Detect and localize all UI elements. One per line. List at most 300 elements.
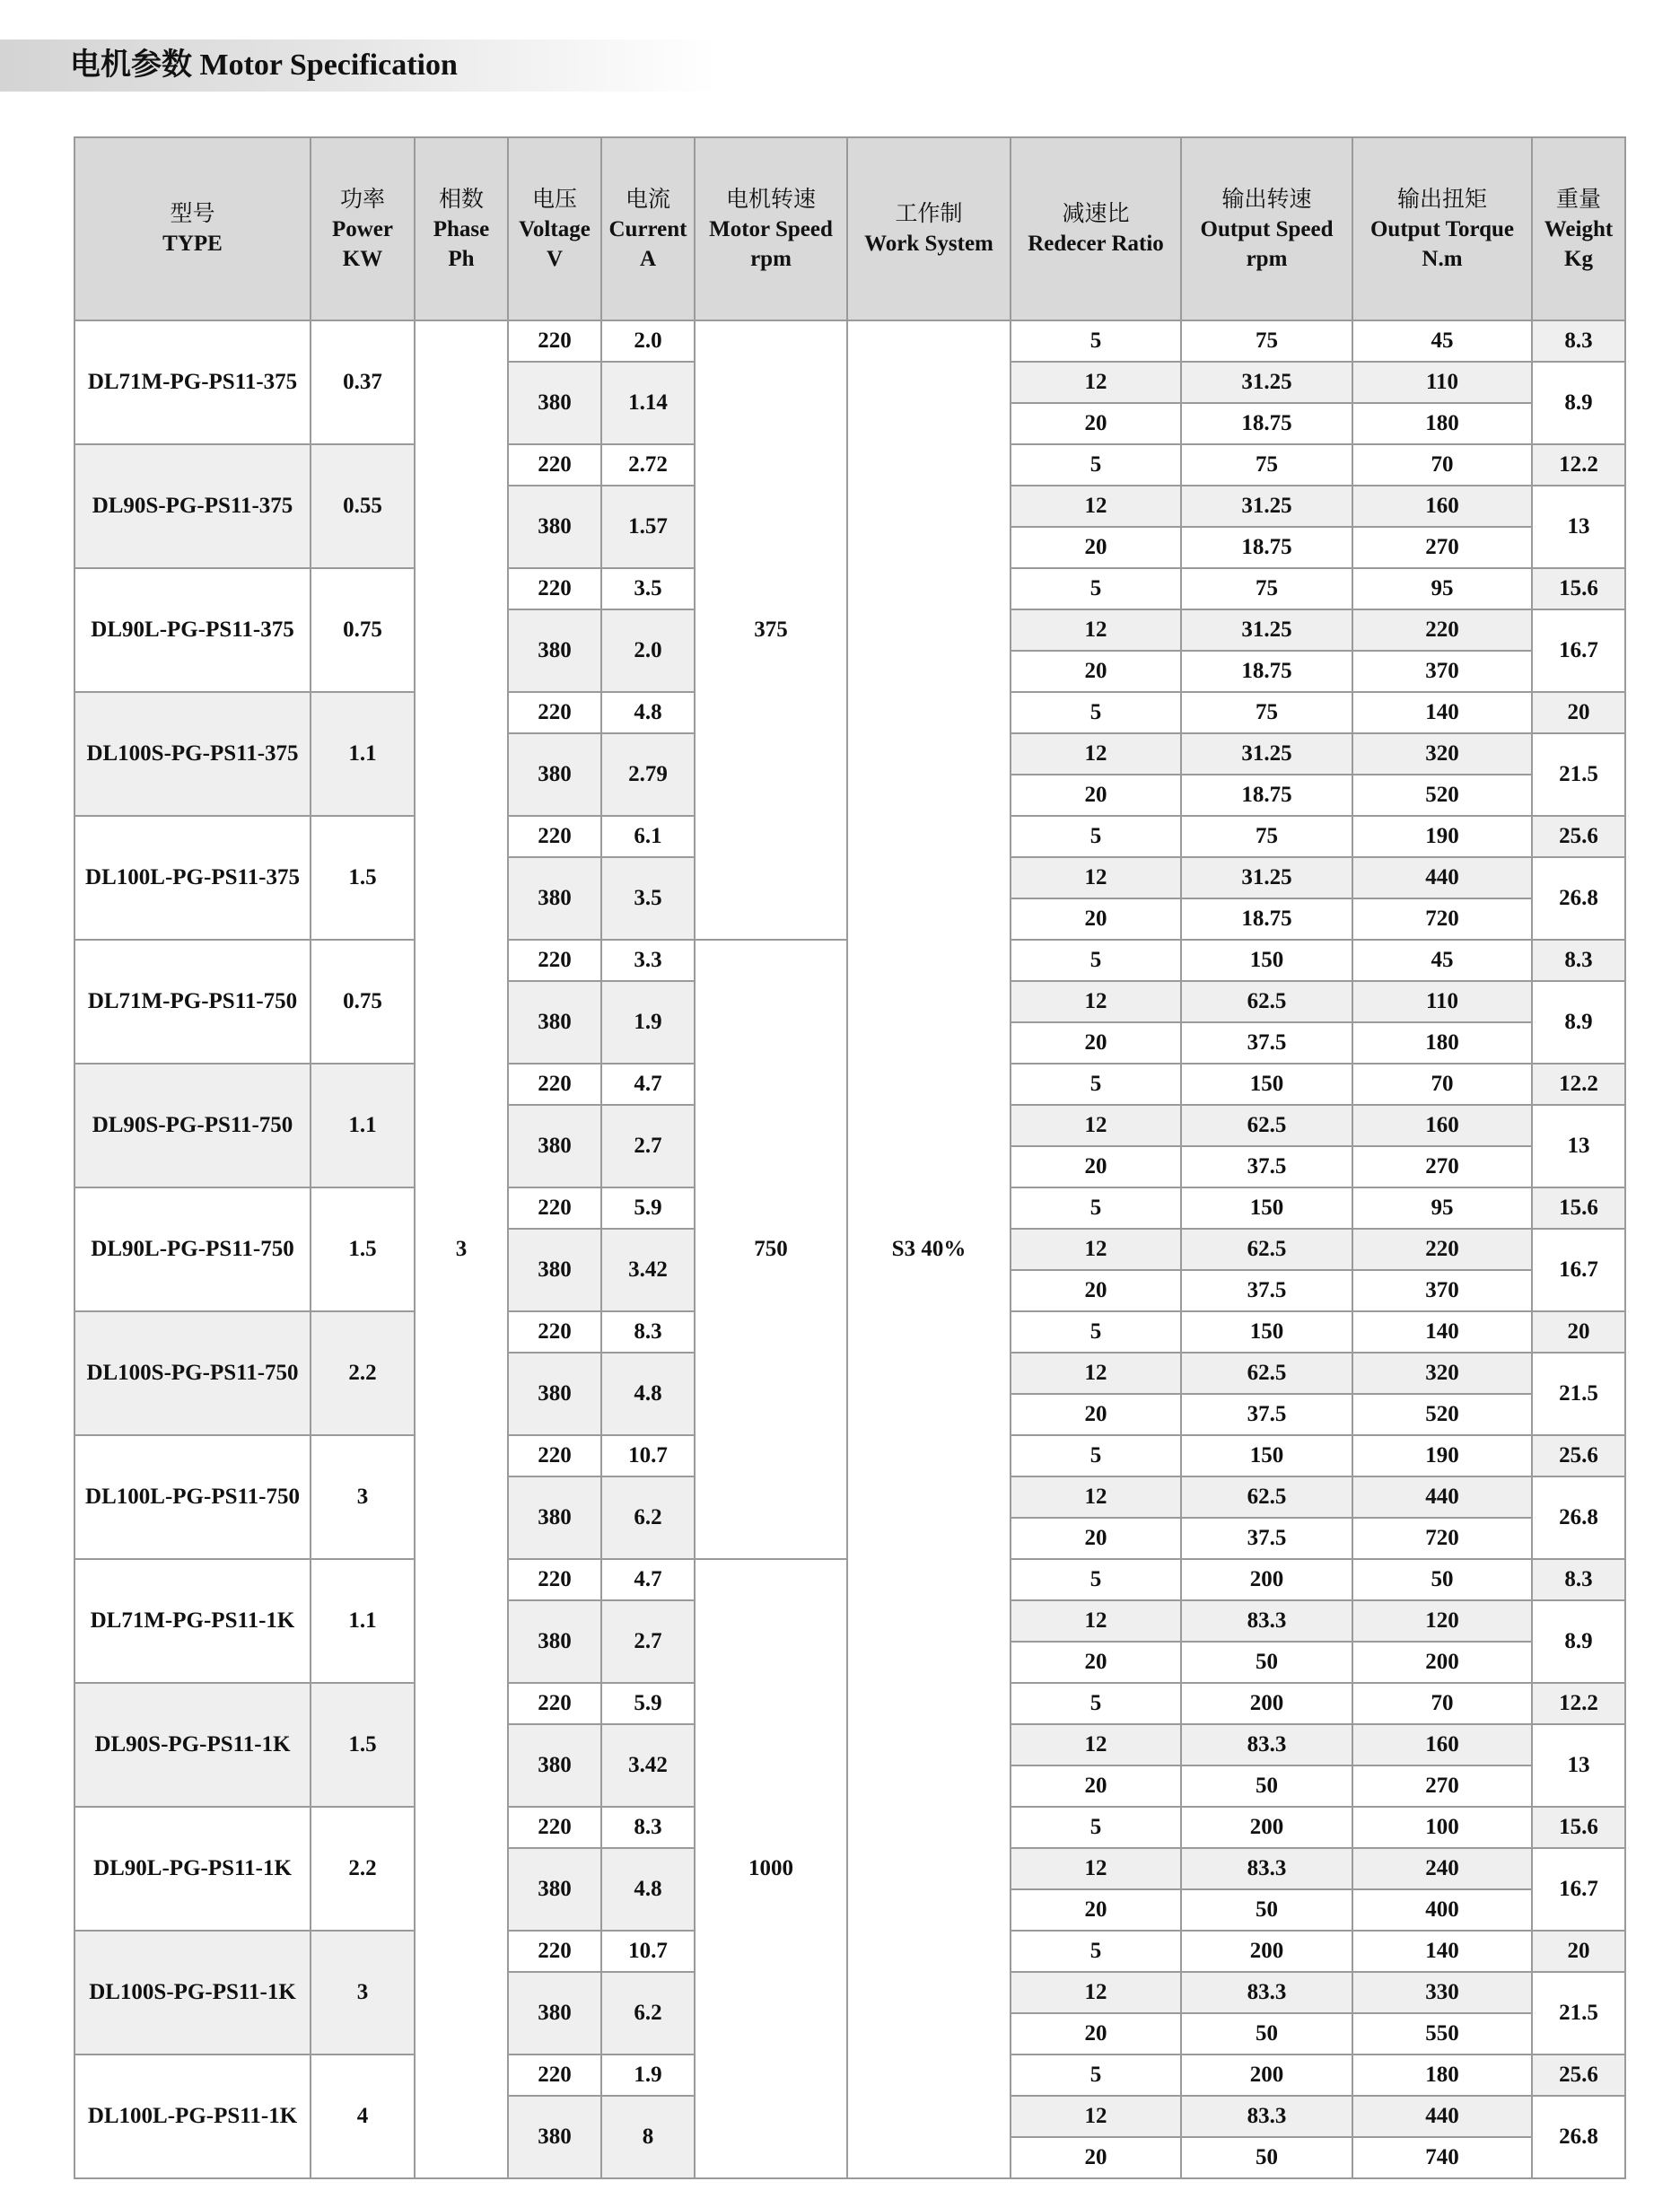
voltage-cell: 380 (508, 486, 601, 568)
ratio-cell: 20 (1011, 2137, 1181, 2178)
ratio-cell: 20 (1011, 527, 1181, 568)
output-torque-cell: 520 (1352, 775, 1532, 816)
output-torque-cell: 240 (1352, 1848, 1532, 1889)
output-torque-cell: 110 (1352, 362, 1532, 403)
model-type-cell: DL90S-PG-PS11-1K (74, 1683, 311, 1807)
weight-cell: 25.6 (1532, 816, 1625, 857)
header-voltage-cn: 电压 (531, 187, 577, 212)
header-current-en: Current (608, 216, 687, 241)
ratio-cell: 20 (1011, 775, 1181, 816)
ratio-cell: 12 (1011, 1476, 1181, 1518)
output-speed-cell: 31.25 (1181, 609, 1352, 651)
current-cell: 2.79 (601, 733, 695, 816)
voltage-cell: 220 (508, 940, 601, 981)
current-cell: 4.8 (601, 692, 695, 733)
output-speed-cell: 75 (1181, 568, 1352, 609)
output-torque-cell: 520 (1352, 1394, 1532, 1435)
output-speed-cell: 50 (1181, 2013, 1352, 2054)
weight-cell: 25.6 (1532, 2054, 1625, 2096)
voltage-cell: 220 (508, 1559, 601, 1600)
output-torque-cell: 370 (1352, 1270, 1532, 1311)
header-phase-cn: 相数 (438, 187, 484, 212)
power-cell: 0.75 (311, 940, 415, 1064)
output-torque-cell: 140 (1352, 692, 1532, 733)
output-speed-cell: 62.5 (1181, 981, 1352, 1022)
output-speed-cell: 37.5 (1181, 1394, 1352, 1435)
header-weight (1532, 137, 1625, 320)
output-speed-cell: 37.5 (1181, 1022, 1352, 1064)
model-type-cell: DL90L-PG-PS11-750 (74, 1187, 311, 1311)
current-cell: 8.3 (601, 1807, 695, 1848)
output-speed-cell: 37.5 (1181, 1518, 1352, 1559)
output-speed-cell: 18.75 (1181, 651, 1352, 692)
output-speed-cell: 150 (1181, 940, 1352, 981)
current-cell: 2.7 (601, 1105, 695, 1187)
header-type-cn: 型号 (170, 202, 215, 226)
ratio-cell: 5 (1011, 1311, 1181, 1353)
ratio-cell: 5 (1011, 1807, 1181, 1848)
voltage-cell: 220 (508, 1435, 601, 1476)
power-cell: 3 (311, 1435, 415, 1559)
weight-cell: 12.2 (1532, 444, 1625, 486)
header-current-cn: 电流 (625, 187, 670, 212)
output-speed-cell: 75 (1181, 444, 1352, 486)
output-torque-cell: 270 (1352, 1765, 1532, 1807)
voltage-cell: 380 (508, 733, 601, 816)
output-speed-cell: 83.3 (1181, 1600, 1352, 1642)
model-type-cell: DL100S-PG-PS11-1K (74, 1931, 311, 2054)
current-cell: 8.3 (601, 1311, 695, 1353)
phase-cell: 3 (415, 320, 508, 2178)
voltage-cell: 220 (508, 444, 601, 486)
page-title: 电机参数 Motor Specification (70, 48, 458, 82)
ratio-cell: 20 (1011, 1642, 1181, 1683)
output-torque-cell: 370 (1352, 651, 1532, 692)
weight-cell: 8.9 (1532, 1600, 1625, 1683)
voltage-cell: 380 (508, 1600, 601, 1683)
ratio-cell: 20 (1011, 898, 1181, 940)
ratio-cell: 5 (1011, 568, 1181, 609)
current-cell: 3.5 (601, 857, 695, 940)
weight-cell: 13 (1532, 1105, 1625, 1187)
output-speed-cell: 31.25 (1181, 362, 1352, 403)
header-work-system-en: Work System (864, 232, 993, 256)
weight-cell: 15.6 (1532, 1187, 1625, 1229)
weight-cell: 26.8 (1532, 1476, 1625, 1559)
ratio-cell: 5 (1011, 1559, 1181, 1600)
power-cell: 0.37 (311, 320, 415, 444)
ratio-cell: 12 (1011, 1229, 1181, 1270)
weight-cell: 13 (1532, 1724, 1625, 1807)
output-speed-cell: 31.25 (1181, 857, 1352, 898)
output-speed-cell: 75 (1181, 692, 1352, 733)
current-cell: 1.14 (601, 362, 695, 444)
ratio-cell: 5 (1011, 444, 1181, 486)
output-torque-cell: 440 (1352, 2096, 1532, 2137)
output-torque-cell: 220 (1352, 609, 1532, 651)
motor-speed-cell: 1000 (695, 1559, 847, 2178)
power-cell: 1.5 (311, 1187, 415, 1311)
ratio-cell: 5 (1011, 2054, 1181, 2096)
weight-cell: 20 (1532, 692, 1625, 733)
output-torque-cell: 330 (1352, 1972, 1532, 2013)
ratio-cell: 5 (1011, 1064, 1181, 1105)
output-torque-cell: 45 (1352, 940, 1532, 981)
header-output-torque (1352, 137, 1532, 320)
weight-cell: 13 (1532, 486, 1625, 568)
output-speed-cell: 31.25 (1181, 486, 1352, 527)
model-type-cell: DL100L-PG-PS11-750 (74, 1435, 311, 1559)
ratio-cell: 12 (1011, 1353, 1181, 1394)
current-cell: 3.42 (601, 1724, 695, 1807)
motor-speed-cell: 375 (695, 320, 847, 940)
output-torque-cell: 320 (1352, 1353, 1532, 1394)
voltage-cell: 220 (508, 1807, 601, 1848)
weight-cell: 16.7 (1532, 1229, 1625, 1311)
current-cell: 2.7 (601, 1600, 695, 1683)
output-torque-cell: 270 (1352, 1146, 1532, 1187)
voltage-cell: 380 (508, 1724, 601, 1807)
weight-cell: 8.3 (1532, 940, 1625, 981)
power-cell: 2.2 (311, 1807, 415, 1931)
voltage-cell: 220 (508, 1064, 601, 1105)
output-torque-cell: 95 (1352, 1187, 1532, 1229)
voltage-cell: 220 (508, 568, 601, 609)
table-header-row (74, 137, 1625, 320)
header-power-en: Power (331, 216, 394, 241)
ratio-cell: 20 (1011, 403, 1181, 444)
weight-cell: 16.7 (1532, 609, 1625, 692)
output-speed-cell: 150 (1181, 1064, 1352, 1105)
output-torque-cell: 320 (1352, 733, 1532, 775)
weight-cell: 21.5 (1532, 733, 1625, 816)
header-output-torque-unit: N.m (1422, 246, 1463, 271)
output-speed-cell: 150 (1181, 1435, 1352, 1476)
ratio-cell: 12 (1011, 733, 1181, 775)
ratio-cell: 20 (1011, 1022, 1181, 1064)
output-speed-cell: 18.75 (1181, 775, 1352, 816)
voltage-cell: 380 (508, 1476, 601, 1559)
output-speed-cell: 83.3 (1181, 2096, 1352, 2137)
weight-cell: 12.2 (1532, 1683, 1625, 1724)
header-motor-speed-cn: 电机转速 (725, 187, 816, 212)
model-type-cell: DL71M-PG-PS11-1K (74, 1559, 311, 1683)
header-motor-speed-en: Motor Speed (709, 216, 833, 241)
current-cell: 8 (601, 2096, 695, 2178)
output-speed-cell: 37.5 (1181, 1270, 1352, 1311)
current-cell: 2.0 (601, 609, 695, 692)
ratio-cell: 5 (1011, 940, 1181, 981)
weight-cell: 20 (1532, 1311, 1625, 1353)
voltage-cell: 380 (508, 2096, 601, 2178)
ratio-cell: 5 (1011, 692, 1181, 733)
ratio-cell: 20 (1011, 1889, 1181, 1931)
output-torque-cell: 160 (1352, 1724, 1532, 1765)
ratio-cell: 5 (1011, 1683, 1181, 1724)
output-torque-cell: 180 (1352, 403, 1532, 444)
power-cell: 1.1 (311, 1064, 415, 1187)
motor-spec-table (74, 136, 1626, 2179)
power-cell: 1.5 (311, 1683, 415, 1807)
output-torque-cell: 180 (1352, 2054, 1532, 2096)
header-power-unit: KW (342, 246, 383, 271)
output-speed-cell: 62.5 (1181, 1105, 1352, 1146)
ratio-cell: 20 (1011, 2013, 1181, 2054)
weight-cell: 20 (1532, 1931, 1625, 1972)
output-torque-cell: 70 (1352, 444, 1532, 486)
current-cell: 3.42 (601, 1229, 695, 1311)
header-type (74, 137, 311, 320)
output-torque-cell: 140 (1352, 1931, 1532, 1972)
power-cell: 1.1 (311, 1559, 415, 1683)
voltage-cell: 380 (508, 1105, 601, 1187)
header-work-system (847, 137, 1011, 320)
header-ratio (1011, 137, 1181, 320)
current-cell: 10.7 (601, 1435, 695, 1476)
header-voltage (508, 137, 601, 320)
header-current-unit: A (639, 246, 657, 271)
current-cell: 5.9 (601, 1187, 695, 1229)
voltage-cell: 220 (508, 1187, 601, 1229)
output-torque-cell: 110 (1352, 981, 1532, 1022)
ratio-cell: 12 (1011, 1600, 1181, 1642)
output-torque-cell: 740 (1352, 2137, 1532, 2178)
ratio-cell: 12 (1011, 1724, 1181, 1765)
ratio-cell: 5 (1011, 320, 1181, 362)
ratio-cell: 20 (1011, 1765, 1181, 1807)
ratio-cell: 20 (1011, 1146, 1181, 1187)
voltage-cell: 220 (508, 2054, 601, 2096)
output-speed-cell: 50 (1181, 1889, 1352, 1931)
header-voltage-en: Voltage (519, 216, 591, 241)
output-speed-cell: 75 (1181, 816, 1352, 857)
header-power (311, 137, 415, 320)
weight-cell: 8.9 (1532, 362, 1625, 444)
header-output-torque-en: Output Torque (1369, 216, 1515, 241)
output-speed-cell: 50 (1181, 2137, 1352, 2178)
weight-cell: 16.7 (1532, 1848, 1625, 1931)
current-cell: 4.7 (601, 1559, 695, 1600)
weight-cell: 15.6 (1532, 1807, 1625, 1848)
output-speed-cell: 200 (1181, 1807, 1352, 1848)
current-cell: 2.0 (601, 320, 695, 362)
voltage-cell: 380 (508, 857, 601, 940)
output-speed-cell: 75 (1181, 320, 1352, 362)
model-type-cell: DL90S-PG-PS11-750 (74, 1064, 311, 1187)
output-torque-cell: 160 (1352, 1105, 1532, 1146)
weight-cell: 21.5 (1532, 1353, 1625, 1435)
weight-cell: 15.6 (1532, 568, 1625, 609)
model-type-cell: DL90L-PG-PS11-375 (74, 568, 311, 692)
output-speed-cell: 83.3 (1181, 1848, 1352, 1889)
output-speed-cell: 18.75 (1181, 898, 1352, 940)
output-torque-cell: 720 (1352, 1518, 1532, 1559)
motor-speed-cell: 750 (695, 940, 847, 1559)
voltage-cell: 220 (508, 320, 601, 362)
table-body (74, 320, 1625, 2178)
output-speed-cell: 200 (1181, 1683, 1352, 1724)
output-speed-cell: 150 (1181, 1311, 1352, 1353)
header-motor-speed-unit: rpm (750, 246, 792, 271)
model-type-cell: DL90L-PG-PS11-1K (74, 1807, 311, 1931)
header-work-system-cn: 工作制 (895, 202, 963, 226)
header-voltage-unit: V (546, 246, 564, 271)
current-cell: 1.57 (601, 486, 695, 568)
power-cell: 3 (311, 1931, 415, 2054)
model-type-cell: DL100L-PG-PS11-375 (74, 816, 311, 940)
ratio-cell: 12 (1011, 609, 1181, 651)
output-speed-cell: 200 (1181, 1559, 1352, 1600)
output-torque-cell: 120 (1352, 1600, 1532, 1642)
output-speed-cell: 150 (1181, 1187, 1352, 1229)
header-type-en: TYPE (162, 232, 223, 256)
header-phase-unit: Ph (448, 246, 475, 271)
weight-cell: 8.3 (1532, 320, 1625, 362)
output-speed-cell: 18.75 (1181, 403, 1352, 444)
current-cell: 2.72 (601, 444, 695, 486)
model-type-cell: DL100S-PG-PS11-375 (74, 692, 311, 816)
header-output-speed-en: Output Speed (1200, 216, 1334, 241)
output-speed-cell: 83.3 (1181, 1724, 1352, 1765)
output-torque-cell: 720 (1352, 898, 1532, 940)
current-cell: 3.3 (601, 940, 695, 981)
output-torque-cell: 70 (1352, 1064, 1532, 1105)
current-cell: 6.2 (601, 1972, 695, 2054)
output-torque-cell: 160 (1352, 486, 1532, 527)
output-speed-cell: 62.5 (1181, 1353, 1352, 1394)
model-type-cell: DL90S-PG-PS11-375 (74, 444, 311, 568)
power-cell: 2.2 (311, 1311, 415, 1435)
output-torque-cell: 190 (1352, 1435, 1532, 1476)
voltage-cell: 220 (508, 1931, 601, 1972)
voltage-cell: 220 (508, 1311, 601, 1353)
output-torque-cell: 550 (1352, 2013, 1532, 2054)
ratio-cell: 12 (1011, 1105, 1181, 1146)
weight-cell: 8.3 (1532, 1559, 1625, 1600)
output-torque-cell: 95 (1352, 568, 1532, 609)
current-cell: 10.7 (601, 1931, 695, 1972)
output-speed-cell: 62.5 (1181, 1476, 1352, 1518)
output-torque-cell: 440 (1352, 857, 1532, 898)
ratio-cell: 20 (1011, 1518, 1181, 1559)
current-cell: 3.5 (601, 568, 695, 609)
output-speed-cell: 62.5 (1181, 1229, 1352, 1270)
header-weight-en: Weight (1544, 216, 1614, 241)
ratio-cell: 12 (1011, 1972, 1181, 2013)
power-cell: 0.55 (311, 444, 415, 568)
output-torque-cell: 400 (1352, 1889, 1532, 1931)
current-cell: 1.9 (601, 2054, 695, 2096)
header-phase (415, 137, 508, 320)
voltage-cell: 380 (508, 1353, 601, 1435)
voltage-cell: 380 (508, 1229, 601, 1311)
voltage-cell: 380 (508, 1848, 601, 1931)
model-type-cell: DL100L-PG-PS11-1K (74, 2054, 311, 2178)
ratio-cell: 5 (1011, 1931, 1181, 1972)
ratio-cell: 12 (1011, 1848, 1181, 1889)
output-speed-cell: 18.75 (1181, 527, 1352, 568)
output-torque-cell: 270 (1352, 527, 1532, 568)
weight-cell: 25.6 (1532, 1435, 1625, 1476)
current-cell: 4.7 (601, 1064, 695, 1105)
ratio-cell: 20 (1011, 651, 1181, 692)
ratio-cell: 12 (1011, 2096, 1181, 2137)
output-speed-cell: 50 (1181, 1642, 1352, 1683)
ratio-cell: 5 (1011, 1187, 1181, 1229)
ratio-cell: 20 (1011, 1394, 1181, 1435)
ratio-cell: 12 (1011, 486, 1181, 527)
output-speed-cell: 31.25 (1181, 733, 1352, 775)
current-cell: 5.9 (601, 1683, 695, 1724)
voltage-cell: 380 (508, 362, 601, 444)
power-cell: 0.75 (311, 568, 415, 692)
output-torque-cell: 200 (1352, 1642, 1532, 1683)
header-power-cn: 功率 (339, 187, 385, 212)
current-cell: 6.2 (601, 1476, 695, 1559)
output-torque-cell: 100 (1352, 1807, 1532, 1848)
output-speed-cell: 200 (1181, 1931, 1352, 1972)
model-type-cell: DL100S-PG-PS11-750 (74, 1311, 311, 1435)
weight-cell: 26.8 (1532, 857, 1625, 940)
current-cell: 1.9 (601, 981, 695, 1064)
ratio-cell: 12 (1011, 981, 1181, 1022)
output-torque-cell: 140 (1352, 1311, 1532, 1353)
output-speed-cell: 200 (1181, 2054, 1352, 2096)
header-output-speed (1181, 137, 1352, 320)
weight-cell: 12.2 (1532, 1064, 1625, 1105)
current-cell: 4.8 (601, 1353, 695, 1435)
output-torque-cell: 50 (1352, 1559, 1532, 1600)
output-speed-cell: 50 (1181, 1765, 1352, 1807)
header-motor-speed (695, 137, 847, 320)
weight-cell: 8.9 (1532, 981, 1625, 1064)
header-output-speed-unit: rpm (1246, 246, 1288, 271)
work-system-cell: S3 40% (847, 320, 1011, 2178)
current-cell: 4.8 (601, 1848, 695, 1931)
ratio-cell: 12 (1011, 362, 1181, 403)
voltage-cell: 380 (508, 981, 601, 1064)
model-type-cell: DL71M-PG-PS11-750 (74, 940, 311, 1064)
ratio-cell: 5 (1011, 816, 1181, 857)
output-torque-cell: 440 (1352, 1476, 1532, 1518)
voltage-cell: 380 (508, 1972, 601, 2054)
header-current (601, 137, 695, 320)
header-weight-unit: Kg (1564, 246, 1593, 271)
current-cell: 6.1 (601, 816, 695, 857)
power-cell: 1.1 (311, 692, 415, 816)
header-ratio-en: Redecer Ratio (1028, 232, 1164, 256)
header-phase-en: Phase (433, 216, 490, 241)
header-output-speed-cn: 输出转速 (1221, 187, 1312, 212)
output-speed-cell: 37.5 (1181, 1146, 1352, 1187)
ratio-cell: 12 (1011, 857, 1181, 898)
weight-cell: 21.5 (1532, 1972, 1625, 2054)
header-output-torque-cn: 输出扭矩 (1396, 187, 1487, 212)
voltage-cell: 380 (508, 609, 601, 692)
voltage-cell: 220 (508, 816, 601, 857)
power-cell: 1.5 (311, 816, 415, 940)
ratio-cell: 5 (1011, 1435, 1181, 1476)
model-type-cell: DL71M-PG-PS11-375 (74, 320, 311, 444)
output-torque-cell: 180 (1352, 1022, 1532, 1064)
header-weight-cn: 重量 (1555, 187, 1601, 212)
power-cell: 4 (311, 2054, 415, 2178)
output-torque-cell: 220 (1352, 1229, 1532, 1270)
weight-cell: 26.8 (1532, 2096, 1625, 2178)
header-ratio-cn: 减速比 (1062, 202, 1130, 226)
ratio-cell: 20 (1011, 1270, 1181, 1311)
output-speed-cell: 83.3 (1181, 1972, 1352, 2013)
